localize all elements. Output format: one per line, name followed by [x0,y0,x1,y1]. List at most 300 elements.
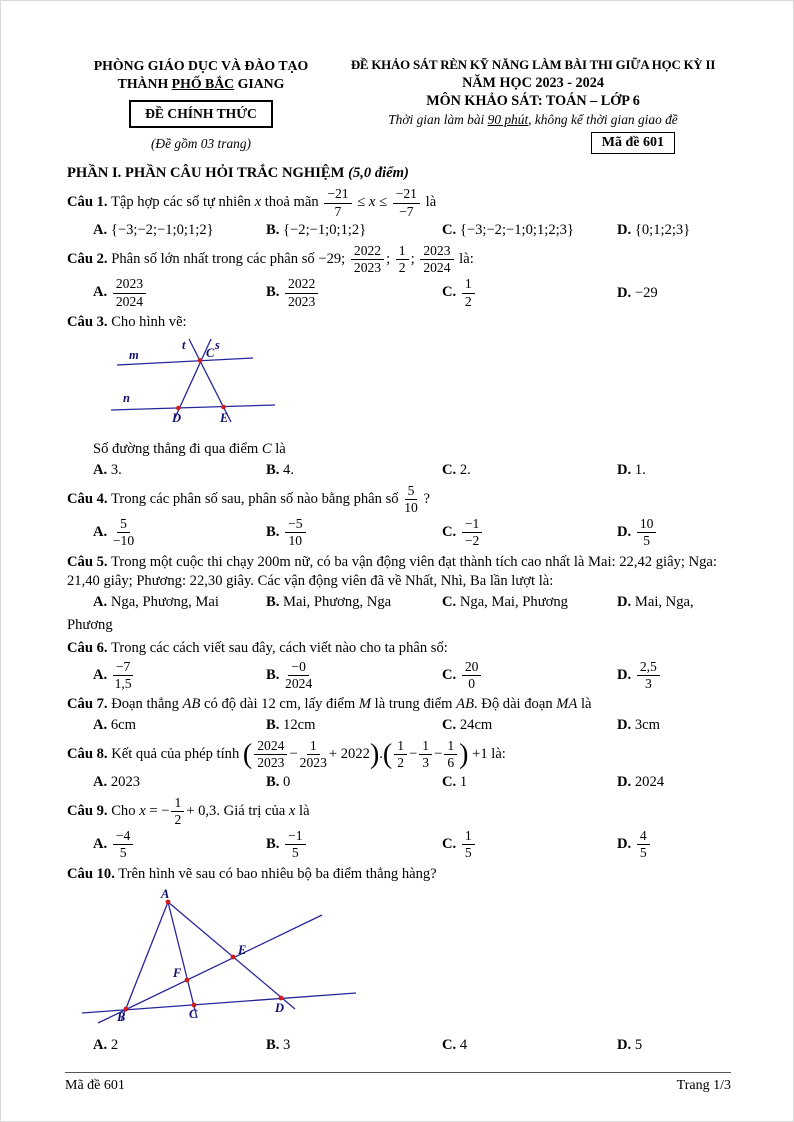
point-E-dot [221,404,226,409]
fraction-numerator: 2022 [351,244,384,260]
option-a-text: 6cm [110,717,136,734]
option-a [93,593,266,612]
fraction-numerator: 5 [405,484,418,500]
fraction-denominator: 3 [644,675,652,691]
fraction-numerator: 1 [307,739,320,755]
option-d [617,1036,731,1055]
option-c-label: C. [442,284,457,301]
q1-var-x2: x [368,194,376,211]
option-b [266,517,442,549]
question-7-number: Câu 7. [67,696,108,713]
fraction-numerator: −21 [324,187,351,203]
question-9-number: Câu 9. [67,802,108,819]
q3-text-1: Cho hình vẽ: [111,313,187,330]
option-d [617,461,731,480]
option-b-label: B. [266,284,280,301]
option-c-label: C. [442,773,457,790]
q6-text-1: Trong các cách viết sau đây, cách viết nào cho ta phân số: [110,639,448,656]
city-underlined: PHỐ BẮC [171,75,235,91]
option-b [266,1036,442,1055]
option-d [617,593,731,612]
fraction [637,517,657,549]
option-a [93,660,266,692]
question-9 [67,796,731,861]
option-a-text: {−3;−2;−1;0;1;2} [110,221,214,238]
option-b [266,461,442,480]
label-m: m [129,347,139,362]
q7-text-2: có độ dài 12 cm, lấy điểm [200,696,359,713]
option-b-label: B. [266,221,280,238]
line-AC [168,902,197,1018]
fraction-denominator: 2024 [285,675,313,691]
header-left [67,57,335,154]
q3-text-2: Số đường thẳng đi qua điểm [93,440,262,457]
label-E: E [220,410,229,425]
fraction-numerator: 1 [419,739,432,755]
fraction-denominator: 2 [398,260,406,276]
option-b-text: 4. [283,461,294,478]
fraction-numerator: 4 [637,829,650,845]
option-d-text: Mai, Nga, [634,593,694,610]
option-a-label: A. [93,666,108,683]
fraction-denominator: 5 [639,845,647,861]
fraction-numerator: 1 [394,739,407,755]
option-b-label: B. [266,1036,280,1053]
pages-note: (Đề gồm 03 trang) [150,135,252,151]
fraction-denominator: 2024 [115,293,144,309]
fraction-numerator: −5 [285,517,305,533]
fraction-numerator: 2023 [420,244,453,260]
duration-pre: Thời gian làm bài [388,111,488,127]
option-b-text: Mai, Phương, Nga [283,593,392,610]
fraction-denominator: 5 [291,845,299,861]
q9-text-4: . Giá trị của [216,802,289,819]
question-3-options [67,461,731,480]
fraction [113,829,133,861]
option-c-label: C. [442,524,457,541]
option-b-text: {−2;−1;0;1;2} [283,221,367,238]
question-5-text [67,553,731,591]
q1-text-1: Tập hợp các số tự nhiên [110,194,255,211]
q8-text-1: Kết quả của phép tính [111,746,243,763]
fraction-numerator: 1 [171,796,184,812]
label-F: F [173,965,182,980]
city-pre: THÀNH [117,75,172,91]
option-a-label: A. [93,717,108,734]
header [67,57,731,154]
fraction [394,739,407,771]
option-a [93,221,266,240]
fraction-numerator: 1 [462,277,475,293]
option-d [617,284,731,303]
fraction-numerator: −1 [285,829,305,845]
figure-q3 [103,338,313,430]
label-n: n [123,390,130,405]
fraction-denominator: 2023 [353,260,382,276]
question-6-number: Câu 6. [67,639,108,656]
exam-code-box: Mã đề 601 [591,132,675,154]
option-c [442,461,617,480]
question-1 [67,187,731,240]
figure-q3-wrap [103,338,731,436]
option-b-text: 12cm [283,717,316,734]
fraction-denominator: 1,5 [114,675,132,691]
q2-text-1: Phân số lớn nhất trong các phân số [111,250,319,267]
option-c-text: {−3;−2;−1;0;1;2;3} [459,221,574,238]
option-c-label: C. [442,221,457,238]
fraction-denominator: 2 [174,811,182,827]
option-d-text: 1. [634,461,646,478]
question-8-number: Câu 8. [67,746,108,763]
question-5-number: Câu 5. [67,553,108,570]
header-right [335,57,731,154]
q1-var-x: x [254,194,262,211]
fraction-denominator: 2024 [423,260,451,276]
fraction [285,517,305,549]
q8-op-2: + 2022 [328,746,370,763]
fraction [113,517,134,549]
question-7-options [67,716,731,735]
section-title [67,164,731,183]
duration-minutes: 90 phút [487,111,529,127]
question-8-options [67,773,731,792]
fraction [113,277,146,309]
duration-line [335,111,731,128]
option-c-label: C. [442,717,457,734]
question-4 [67,484,731,549]
label-C: C [189,1006,198,1021]
q8-op-3: − [409,746,418,763]
option-d [617,660,731,692]
fraction [420,244,453,276]
question-3-subtext [67,440,731,459]
fraction-denominator: 5 [643,533,651,549]
q9-var-x: x [139,802,146,819]
question-2-text [67,244,731,276]
fraction-denominator: 0 [468,675,476,691]
option-b-label: B. [266,773,280,790]
question-1-options [67,221,731,240]
question-4-options [67,517,731,549]
question-8-text [67,739,731,771]
fraction [404,484,418,516]
question-5-options [67,593,731,612]
option-d-text: 5 [634,1036,643,1053]
question-6 [67,639,731,692]
fraction [462,277,475,309]
option-c [442,593,617,612]
fraction [396,244,409,276]
option-b-label: B. [266,717,280,734]
subject-line: MÔN KHẢO SÁT: TOÁN – LỚP 6 [426,93,640,110]
point-F-dot [185,977,190,982]
option-a [93,461,266,480]
question-5 [67,553,731,635]
fraction-denominator: 2023 [299,755,327,771]
q8-text-2: +1 là: [472,746,506,763]
fraction-numerator: −7 [113,660,133,676]
fraction-numerator: 1 [396,244,409,260]
option-a [93,517,266,549]
city-post: GIANG [234,75,285,91]
close-paren: ) [369,739,380,771]
option-d-label: D. [617,284,632,301]
fraction [285,829,305,861]
option-c [442,277,617,309]
option-b [266,277,442,309]
fraction [113,660,133,692]
q9-text-3: + 0,3 [186,802,217,819]
question-3 [67,313,731,480]
option-d-label: D. [617,524,632,541]
q9-text-5: là [295,802,310,819]
exam-title: ĐỀ KHẢO SÁT RÈN KỸ NĂNG LÀM BÀI THI GIỮA HỌC KỲ II [350,58,716,72]
fraction-numerator: 20 [462,660,482,676]
fraction-numerator: 1 [462,829,475,845]
footer-exam-code: Mã đề 601 [65,1077,125,1093]
fraction-denominator: 6 [447,755,455,771]
option-b [266,221,442,240]
option-c [442,660,617,692]
section-points: (5,0 điểm) [348,165,409,182]
question-9-text [67,796,731,828]
q7-var-AB2: AB [456,696,474,713]
fraction-denominator: 3 [422,755,430,771]
option-b [266,716,442,735]
option-d-text: 3cm [634,717,660,734]
fraction [285,277,318,309]
q10-text-1: Trên hình vẽ sau có bao nhiêu bộ ba điểm thẳng hàng? [118,865,437,882]
fraction-denominator: 5 [464,845,472,861]
point-D-dot [176,405,181,410]
option-b-label: B. [266,666,280,683]
option-c [442,829,617,861]
fraction-denominator: −7 [399,203,414,219]
q8-mult-dot: . [379,746,383,763]
close-paren: ) [459,739,469,771]
option-a-label: A. [93,284,108,301]
option-c-text: Nga, Mai, Phương [459,593,568,610]
option-c-label: C. [442,593,457,610]
question-6-options [67,660,731,692]
question-1-number: Câu 1. [67,194,108,211]
point-E-dot [231,954,236,959]
option-d-label: D. [617,717,632,734]
q8-op-4: − [434,746,443,763]
q7-text-3: là trung điểm [371,696,457,713]
question-7 [67,695,731,735]
q7-text-4: . Độ dài đoạn [474,696,557,713]
option-d [617,829,731,861]
q7-var-MA: MA [556,696,578,713]
fraction-denominator: 2023 [257,755,285,771]
option-c-text: 24cm [459,717,493,734]
option-c [442,517,617,549]
fraction-denominator: −2 [464,533,480,549]
q7-var-M: M [358,696,372,713]
fraction [462,517,482,549]
q5-text-1: Trong một cuộc thi chạy 200m nữ, có ba vận động viên đạt thành tích cao nhất là Mai: 22,42 giây; Nga: 21,40 giây; Phương: 22,30 giây. Các vận động viên đã về Nhất, Nhì, Ba lần lượt là: [67,553,717,589]
option-c-text: 2. [459,461,471,478]
fraction-numerator: 2022 [285,277,318,293]
q9-text-1: Cho [111,802,140,819]
fraction-denominator: 10 [404,499,418,515]
option-b [266,660,442,692]
q9-text-2: = − [145,802,170,819]
option-b-text: 0 [283,773,291,790]
fraction-denominator: 7 [334,203,342,219]
q4-text-1: Trong các phân số sau, phân số nào bằng phân số [110,490,403,507]
question-10-text [67,865,731,884]
option-d-wrap: Phương [67,616,113,633]
question-1-text [67,187,731,219]
option-a [93,277,266,309]
q3-text-3: là [271,440,286,457]
option-c [442,221,617,240]
question-10-number: Câu 10. [67,865,115,882]
q1-text-3: là [425,194,437,211]
option-a-label: A. [93,461,108,478]
question-3-number: Câu 3. [67,313,108,330]
option-a-label: A. [93,836,108,853]
label-B: B [117,1009,126,1024]
point-C-dot [198,358,203,363]
question-3-text [67,313,731,332]
line-n [111,405,275,410]
label-E: E [238,942,247,957]
fraction-numerator: 1 [444,739,457,755]
option-c-label: C. [442,461,457,478]
question-2-options [67,277,731,309]
q2-value-1: −29; [318,250,346,267]
option-a-label: A. [93,773,108,790]
option-b-label: B. [266,836,280,853]
fraction-denominator: 5 [119,845,127,861]
fraction-numerator: 10 [637,517,657,533]
option-d-label: D. [617,666,632,683]
q2-text-2: là: [459,250,474,267]
footer [65,1072,731,1095]
option-b-label: B. [266,461,280,478]
option-b [266,773,442,792]
option-c-label: C. [442,836,457,853]
fraction [300,739,327,771]
figure-q10-wrap [79,888,731,1034]
q4-text-2: ? [423,490,430,507]
option-d-text: 2024 [634,773,665,790]
option-d-label: D. [617,1036,632,1053]
option-c [442,773,617,792]
fraction [393,187,420,219]
option-d [617,221,731,240]
fraction-denominator: 2 [397,755,405,771]
q7-text-1: Đoạn thẳng [111,696,183,713]
department-line2 [67,75,335,93]
option-d [617,773,731,792]
question-10-options [67,1036,731,1055]
fraction-denominator: −10 [112,533,135,549]
q9-var-x2: x [288,802,296,819]
option-b [266,593,442,612]
fraction-denominator: 2 [464,293,472,309]
fraction [171,796,184,828]
question-4-number: Câu 4. [67,490,108,507]
q2-sep-1: ; [386,250,391,267]
question-10 [67,865,731,1055]
option-c-label: C. [442,1036,457,1053]
fraction [351,244,384,276]
line-BFE [98,915,322,1023]
fraction-denominator: 10 [288,533,303,549]
fraction-numerator: 2,5 [637,660,660,676]
fraction-numerator: 2023 [113,277,146,293]
fraction [254,739,287,771]
q3-var-C: C [261,440,272,457]
footer-page-number: Trang 1/3 [676,1077,731,1093]
fraction-numerator: 5 [117,517,130,533]
option-a-text: Nga, Phương, Mai [110,593,219,610]
option-a-label: A. [93,1036,108,1053]
label-A: A [161,887,170,901]
option-c-text: 4 [459,1036,468,1053]
label-D: D [275,1000,285,1015]
option-c [442,716,617,735]
fraction [462,829,475,861]
question-6-text [67,639,731,658]
fraction-denominator: 2023 [288,293,316,309]
label-s: s [215,337,220,352]
option-b-label: B. [266,593,280,610]
option-a-text: 2023 [110,773,141,790]
q1-text-2: thoả mãn [261,194,323,211]
option-d-label: D. [617,773,632,790]
fraction [637,829,650,861]
option-d-label: D. [617,221,632,238]
option-d-label: D. [617,836,632,853]
option-a [93,1036,266,1055]
q7-var-AB: AB [182,696,201,713]
label-C: C [206,345,215,360]
label-t: t [182,337,186,352]
fraction-numerator: 2024 [254,739,287,755]
question-4-text [67,484,731,516]
fraction [324,187,351,219]
fraction [419,739,432,771]
option-d [617,716,731,735]
option-d-text: −29 [634,284,658,301]
school-year: NĂM HỌC 2023 - 2024 [462,74,604,91]
question-8 [67,739,731,792]
option-c-label: C. [442,666,457,683]
option-d-label: D. [617,461,632,478]
line-AB [121,902,168,1021]
figure-q10 [79,888,364,1028]
q1-le-2: ≤ [379,194,388,211]
fraction [285,660,312,692]
fraction [444,739,457,771]
option-d-text: {0;1;2;3} [634,221,691,238]
option-c [442,1036,617,1055]
option-b-text: 3 [283,1036,291,1053]
option-a [93,829,266,861]
fraction-numerator: −4 [113,829,133,845]
open-paren: ( [242,739,253,771]
official-exam-box: ĐỀ CHÍNH THỨC [129,100,273,128]
exam-code-wrap [335,132,731,154]
q8-op-1: − [289,746,298,763]
option-a-label: A. [93,221,108,238]
question-7-text [67,695,731,714]
